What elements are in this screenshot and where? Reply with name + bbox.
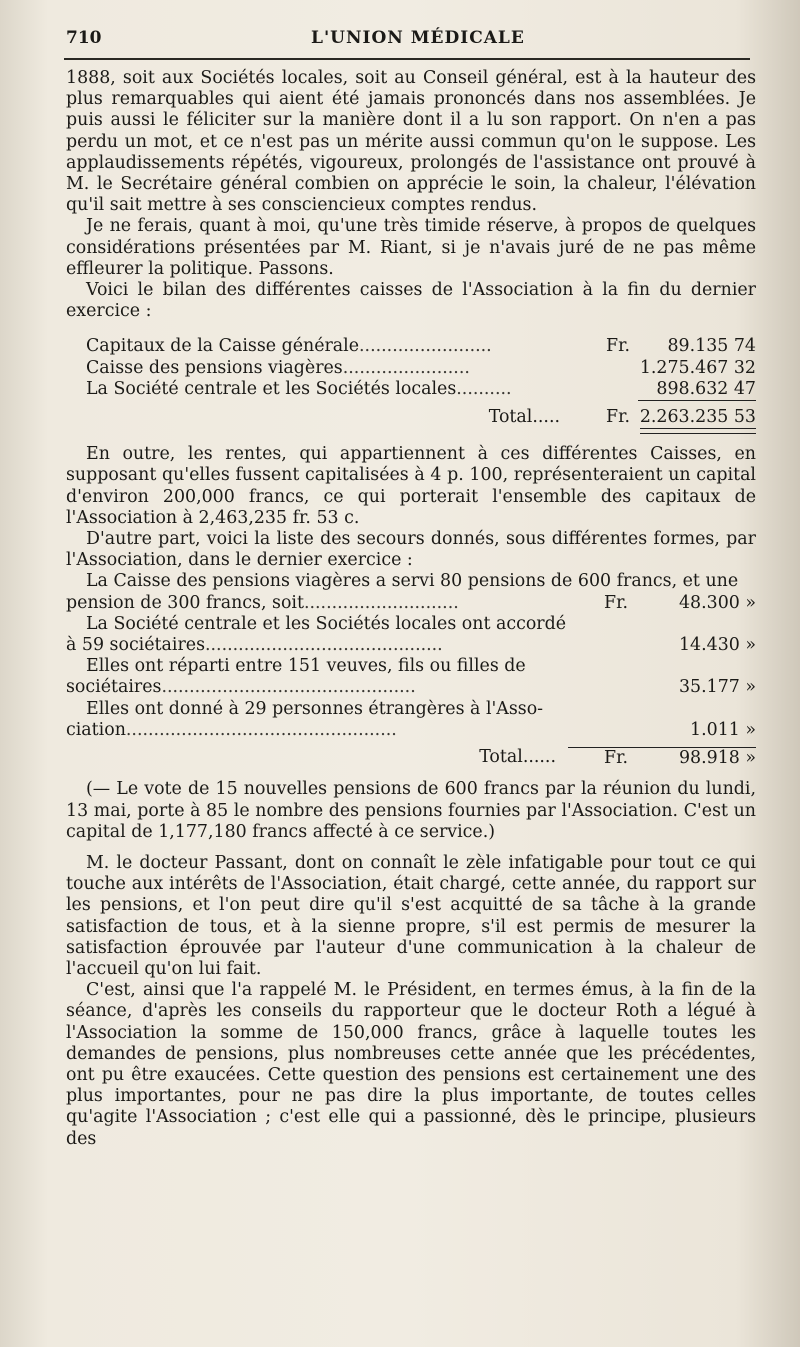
secours-amount: 35.177 » (678, 677, 756, 698)
bilan-total-currency: Fr. (606, 407, 630, 428)
bilan-row: Caisse des pensions viagères....................... 1.275.467 32 (86, 357, 756, 378)
bilan-total-row (66, 401, 756, 429)
paragraph-4: En outre, les rentes, qui appartiennent à ces différentes Caisses, en supposant qu'elles fussent capitalisées à 4 p. 100, représenteraient un capital d'environ 200,000 francs, ce qui porterait l'ensemble des capitaux de l'Association à 2,463,235 fr. 53 c. (66, 444, 756, 528)
bilan-amount: 89.135 74 (667, 336, 756, 357)
bilan-row: La Société centrale et les Sociétés locales.......... 898.632 47 (86, 378, 756, 400)
bilan-amount: 898.632 47 (656, 378, 756, 399)
bilan-table (66, 336, 756, 434)
paragraph-7: M. le docteur Passant, dont on connaît le zèle infatigable pour tout ce qui touche aux intérêts de l'Association, était chargé, cette année, du rapport sur les pensions, et l'on peut dire qu'il s'est acquitté de sa tâche à la grande satisfaction de tous, et à la sienne propre, s'il est permis de mesurer la satisfaction éprouvée par l'auteur d'une communication à la chaleur de l'accueil qu'on lui fait. (66, 852, 756, 979)
secours-amount: 48.300 » (678, 592, 756, 613)
secours-item: Elles ont réparti entre 151 veuves, fils ou filles de sociétaires.............................................. 35.177 » (66, 656, 756, 698)
bilan-row: Capitaux de la Caisse générale........................ Fr. 89.135 74 (86, 336, 756, 357)
bilan-currency (570, 379, 638, 401)
paragraph-8: C'est, ainsi que l'a rappelé M. le Président, en termes émus, à la fin de la séance, d'après les conseils du rapporteur que le docteur Roth a légué à l'Association la somme de 150,000 francs, grâce à laquelle toutes les demandes de pensions, plus nombreuses cette année que les précédentes, ont pu être exaucées. Cette question des pensions est certainement une des plus importantes, pour ne pas dire la plus importante, de toutes celles qu'agite l'Association ; c'est elle qui a passionné, dès le principe, plusieurs des (66, 980, 756, 1149)
bilan-label: La Société centrale et les Sociétés locales (86, 379, 457, 400)
secours-item: Elles ont donné à 29 personnes étrangères à l'Asso- ciation................................................. 1.011 » (66, 698, 756, 740)
journal-title: L'UNION MÉDICALE (311, 28, 525, 48)
secours-total-amount: 98.918 » (678, 748, 756, 769)
bilan-total-amount: 2.263.235 53 (638, 401, 756, 429)
paragraph-6: (— Le vote de 15 nouvelles pensions de 600 francs par la réunion du lundi, 13 mai, porte à 85 le nombre des pensions fournies par l'Association. C'est un capital de 1,177,180 francs affecté à ce service.) (66, 779, 756, 842)
secours-amount: 1.011 » (690, 719, 756, 740)
bilan-currency (570, 358, 638, 379)
bilan-total-label: Total..... (488, 407, 560, 428)
running-header (66, 28, 746, 52)
bilan-currency: Fr. (606, 336, 630, 357)
paragraph-2: Je ne ferais, quant à moi, qu'une très timide réserve, à propos de quelques considérations présentées par M. Riant, si je n'avais juré de ne pas même effleurer la politique. Passons. (66, 216, 756, 279)
paragraph-1: 1888, soit aux Sociétés locales, soit au Conseil général, est à la hauteur des plus remarquables qui aient été jamais prononcés dans nos assemblées. Je puis aussi le féliciter sur la manière dont il a lu son rapport. On n'en a pas perdu un mot, et ce n'est pas un mérite aussi commun qu'on le suppose. Les applaudissements répétés, vigoureux, prolongés de l'assistance ont prouvé à M. le Secrétaire général combien on apprécie le soin, la chaleur, l'élévation qu'il sait mettre à ses consciencieux comptes rendus. (66, 68, 756, 216)
secours-item: La Caisse des pensions viagères a servi 80 pensions de 600 francs, et une pension de 300 francs, soit............................ Fr. 48.300 » (66, 571, 756, 613)
paragraph-5: D'autre part, voici la liste des secours donnés, sous différentes formes, par l'Association, dans le dernier exercice : (66, 529, 756, 571)
secours-total-row: Total...... Fr. 98.918 » (479, 747, 756, 769)
bilan-label: Caisse des pensions viagères (86, 357, 343, 378)
secours-list (66, 571, 756, 769)
bilan-amount: 1.275.467 32 (639, 357, 756, 378)
secours-amount: 14.430 » (678, 635, 756, 656)
header-rule (64, 58, 750, 60)
secours-item: La Société centrale et les Sociétés locales ont accordé à 59 sociétaires........................................... 14.430 » (66, 613, 756, 656)
page-number: 710 (66, 28, 102, 48)
paragraph-3: Voici le bilan des différentes caisses de l'Association à la fin du dernier exercice : (66, 280, 756, 322)
article-body (66, 68, 756, 1150)
bilan-label: Capitaux de la Caisse générale (86, 336, 360, 357)
